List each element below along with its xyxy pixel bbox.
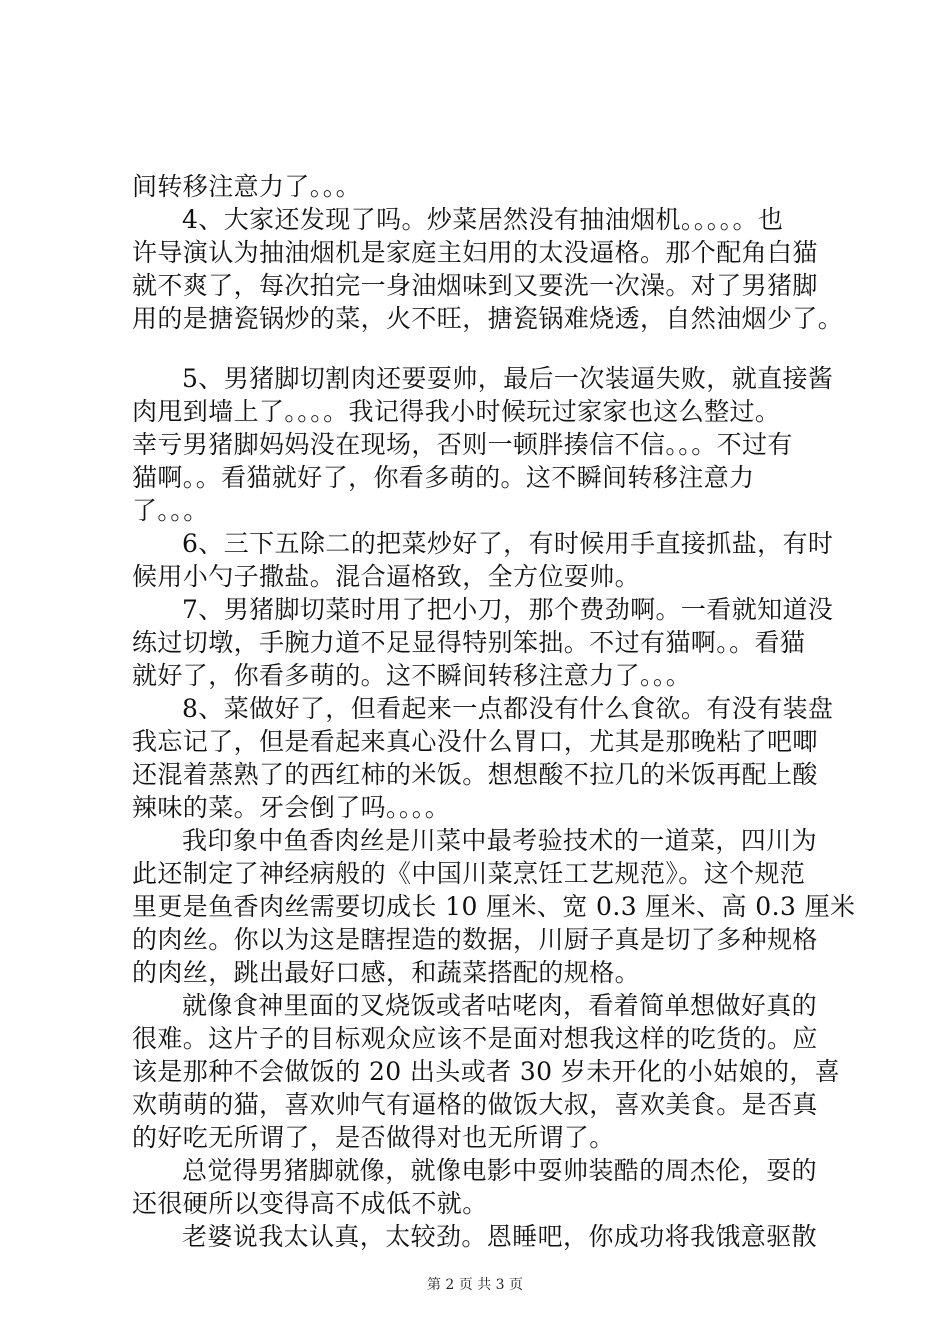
- text-line: 此还制定了神经病般的《中国川菜烹饪工艺规范》。这个规范: [132, 859, 806, 888]
- text-line: 我印象中鱼香肉丝是川菜中最考验技术的一道菜，四川为: [182, 826, 818, 855]
- text-line: 还混着蒸熟了的西红柿的米饭。想想酸不拉几的米饭再配上酸: [132, 760, 818, 789]
- text-line: 5、男猪脚切割肉还要耍帅，最后一次装逼失败，就直接酱: [182, 364, 834, 393]
- page-number-footer: 第 2 页 共 3 页: [426, 1277, 524, 1293]
- text-line: 欢萌萌的猫，喜欢帅气有逼格的做饭大叔，喜欢美食。是否真: [132, 1090, 818, 1119]
- text-line: 的肉丝，跳出最好口感，和蔬菜搭配的规格。: [132, 958, 641, 987]
- text-line: 我忘记了，但是看起来真心没什么胃口，尤其是那晚粘了吧唧: [132, 727, 818, 756]
- text-line: 肉甩到墙上了。。。。我记得我小时候玩过家家也这么整过。: [132, 397, 781, 426]
- text-line: 间转移注意力了。。。: [132, 172, 362, 201]
- text-line: 候用小勺子撒盐。混合逼格致，全方位耍帅。: [132, 562, 641, 591]
- text-line: 6、三下五除二的把菜炒好了，有时候用手直接抓盐，有时: [182, 529, 834, 558]
- text-line: 就不爽了，每次拍完一身油烟味到又要洗一次澡。对了男猪脚: [132, 271, 818, 300]
- text-line: 很难。这片子的目标观众应该不是面对想我这样的吃货的。应: [132, 1024, 818, 1053]
- text-line: 的好吃无所谓了，是否做得对也无所谓了。: [132, 1123, 615, 1152]
- text-line: 里更是鱼香肉丝需要切成长 10 厘米、宽 0.3 厘米、高 0.3 厘米: [132, 892, 856, 921]
- text-line: 了。。。: [132, 496, 209, 525]
- text-line: 还很硬所以变得高不成低不就。: [132, 1189, 488, 1218]
- text-line: 该是那种不会做饭的 20 出头或者 30 岁未开化的小姑娘的，喜: [132, 1057, 841, 1086]
- text-line: 许导演认为抽油烟机是家庭主妇用的太没逼格。那个配角白猫: [132, 238, 818, 267]
- text-line: 8、菜做好了，但看起来一点都没有什么食欲。有没有装盘: [182, 694, 834, 723]
- text-line: 总觉得男猪脚就像，就像电影中耍帅装酷的周杰伦，耍的: [182, 1156, 818, 1185]
- text-line: 老婆说我太认真，太较劲。恩睡吧，你成功将我饿意驱散: [182, 1222, 818, 1251]
- text-line: 练过切墩，手腕力道不足显得特别笨拙。不过有猫啊。。看猫: [132, 628, 806, 657]
- text-line: 幸亏男猪脚妈妈没在现场，否则一顿胖揍信不信。。。不过有: [132, 430, 793, 459]
- text-line: 就像食神里面的叉烧饭或者咕咾肉，看着简单想做好真的: [182, 991, 818, 1020]
- text-line: 就好了，你看多萌的。这不瞬间转移注意力了。。。: [132, 661, 692, 690]
- text-line: 4、大家还发现了吗。炒菜居然没有抽油烟机。。。。。也: [182, 205, 784, 234]
- text-line: 7、男猪脚切菜时用了把小刀，那个费劲啊。一看就知道没: [182, 595, 834, 624]
- text-line: 用的是搪瓷锅炒的菜，火不旺，搪瓷锅难烧透，自然油烟少了。: [132, 304, 844, 333]
- text-line: 猫啊。。看猫就好了，你看多萌的。这不瞬间转移注意力: [132, 463, 755, 492]
- text-line: 辣味的菜。牙会倒了吗。。。。: [132, 793, 451, 822]
- text-line: 的肉丝。你以为这是瞎捏造的数据，川厨子真是切了多种规格: [132, 925, 818, 954]
